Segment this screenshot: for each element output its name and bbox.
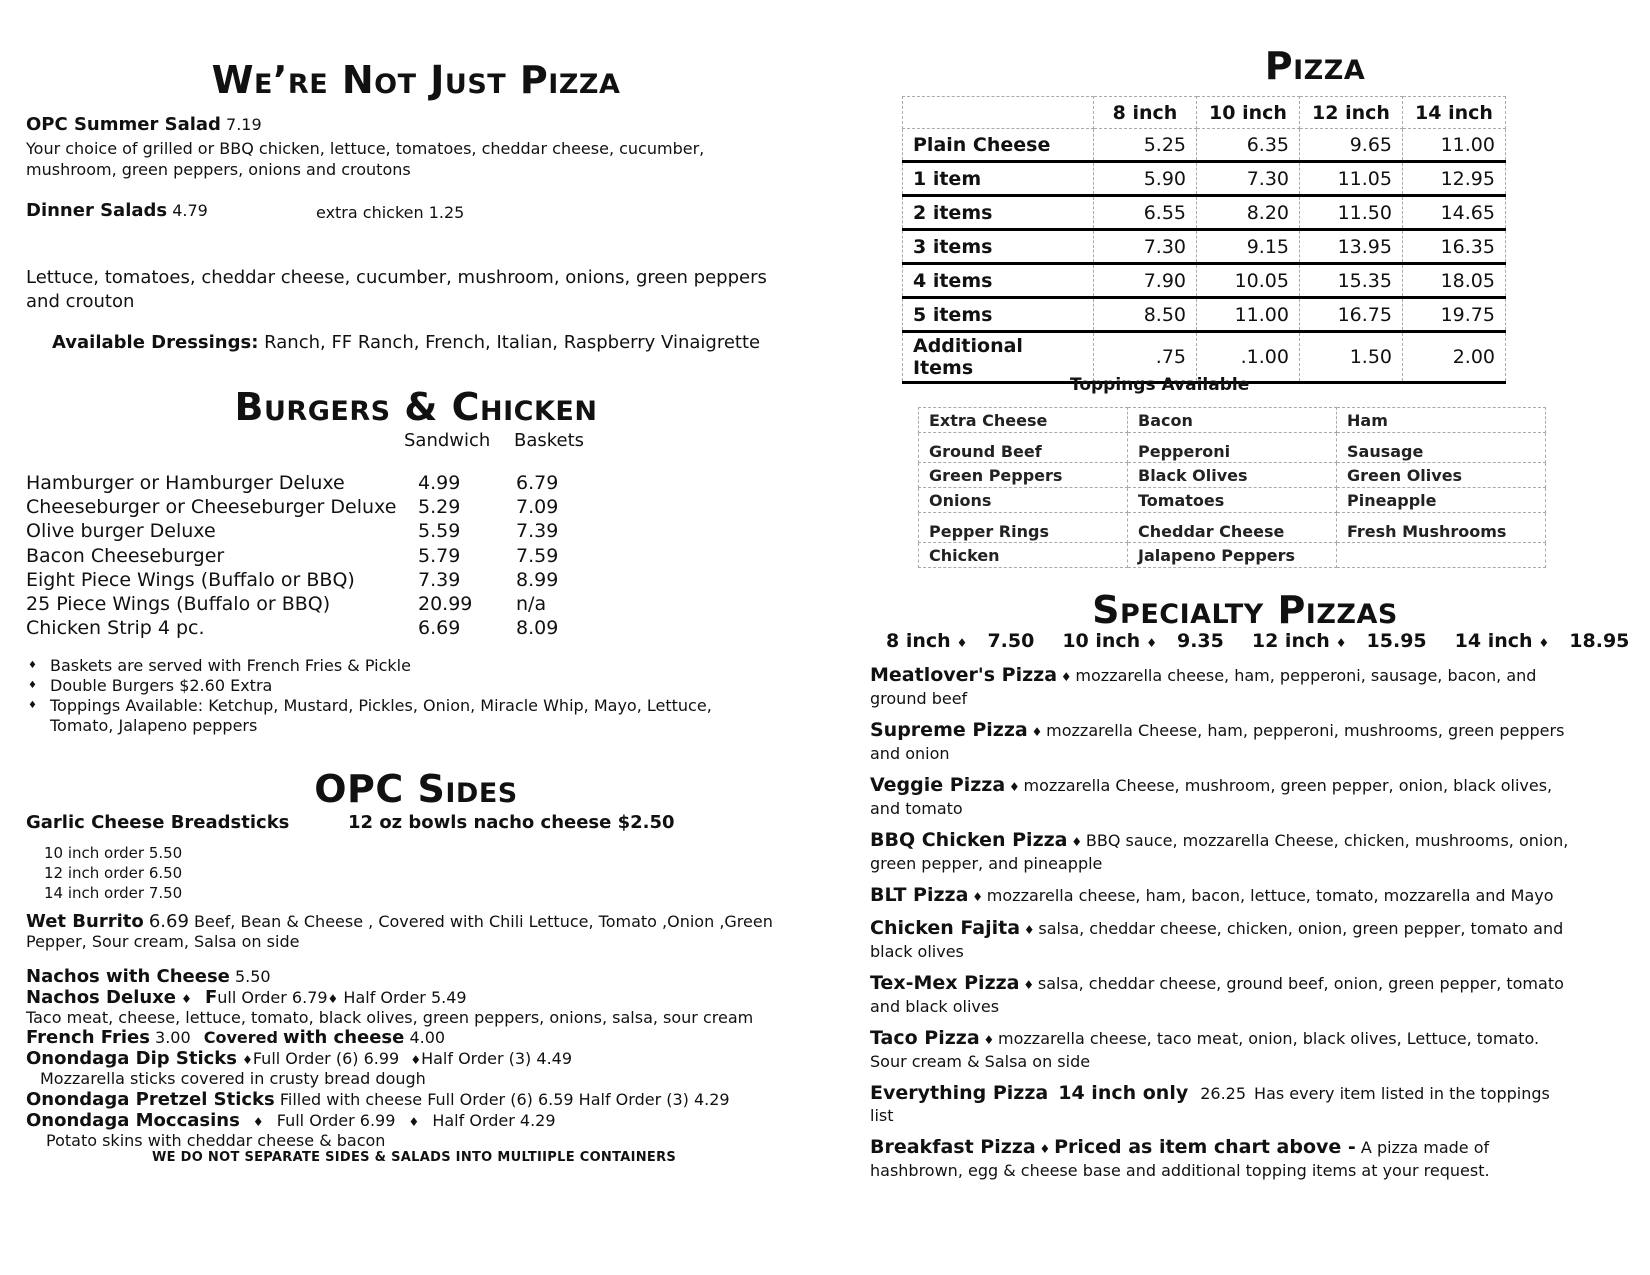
pizza-row-label: 2 items xyxy=(903,196,1094,230)
everything-name: Everything Pizza xyxy=(870,1082,1049,1104)
fries-with-cheese: with cheese xyxy=(283,1027,405,1048)
specialty-desc: mozzarella Cheese, mushroom, green pepper, onion, black olives, and tomato xyxy=(870,776,1553,818)
pizza-row xyxy=(903,196,1506,230)
specialty-item xyxy=(870,972,1570,1018)
pizza-price: 5.25 xyxy=(1094,129,1197,162)
diamond-icon: ♦ xyxy=(252,1115,264,1129)
toppings-title: Toppings Available xyxy=(1070,375,1250,395)
specialty-desc: BBQ sauce, mozzarella Cheese, chicken, mushrooms, onion, green pepper, and pineapple xyxy=(870,831,1569,873)
topping-cell: Fresh Mushrooms xyxy=(1337,513,1546,543)
pizza-size-header: 10 inch xyxy=(1197,97,1300,129)
summer-salad xyxy=(26,114,262,135)
pizza-price: 6.55 xyxy=(1094,196,1197,230)
wet-burrito-name: Wet Burrito xyxy=(26,911,144,932)
specialty-price-bar xyxy=(886,630,1650,652)
pizza-price: 9.65 xyxy=(1300,129,1403,162)
diamond-icon: ♦ xyxy=(242,1053,253,1067)
pizza-header-blank xyxy=(903,97,1094,129)
topping-cell: Green Peppers xyxy=(919,463,1128,488)
nachos-price: 5.50 xyxy=(234,967,271,986)
containers-note: WE DO NOT SEPARATE SIDES & SALADS INTO MULTIIPLE CONTAINERS xyxy=(152,1150,677,1165)
pizza-price: 7.90 xyxy=(1094,264,1197,298)
summer-salad-price: 7.19 xyxy=(226,115,262,134)
breakfast-pizza xyxy=(870,1136,1570,1182)
dip-sticks-half: Half Order (3) 4.49 xyxy=(421,1049,573,1068)
breakfast-priced: Priced as item chart above - xyxy=(1054,1136,1356,1158)
specialty-desc: mozzarella Cheese, ham, pepperoni, mushrooms, green peppers and onion xyxy=(870,721,1565,763)
topping-cell: Tomatoes xyxy=(1128,488,1337,513)
breakfast-name: Breakfast Pizza xyxy=(870,1136,1036,1158)
pizza-price-table xyxy=(902,96,1506,384)
pizza-price: 11.05 xyxy=(1300,162,1403,196)
pizza-row xyxy=(903,129,1506,162)
specialty-desc: mozzarella cheese, ham, pepperoni, sausage, bacon, and ground beef xyxy=(870,666,1537,708)
topping-cell: Jalapeno Peppers xyxy=(1128,543,1337,568)
diamond-icon: ♦ xyxy=(1027,725,1047,739)
everything-desc: Has every item listed in the toppings list xyxy=(870,1084,1550,1125)
topping-cell: Sausage xyxy=(1337,433,1546,463)
extra-chicken: extra chicken 1.25 xyxy=(316,203,465,222)
french-fries xyxy=(26,1027,445,1048)
topping-cell: Pepperoni xyxy=(1128,433,1337,463)
nachos-deluxe xyxy=(26,987,467,1008)
dinner-salads-name: Dinner Salads xyxy=(26,200,168,221)
pizza-price: 15.35 xyxy=(1300,264,1403,298)
pizza-header-row xyxy=(903,97,1506,129)
specialty-desc: salsa, cheddar cheese, chicken, onion, green pepper, tomato and black olives xyxy=(870,919,1564,961)
pizza-price: 16.35 xyxy=(1403,230,1506,264)
specialty-item xyxy=(870,884,1570,908)
diamond-icon: ♦ xyxy=(1019,978,1038,992)
breakfast-desc: A pizza made of hashbrown, egg & cheese base and additional topping items at your request. xyxy=(870,1138,1490,1180)
pizza-price: 5.90 xyxy=(1094,162,1197,196)
fries-price: 3.00 xyxy=(155,1028,191,1047)
nacho-cheese-bowl: 12 oz bowls nacho cheese $2.50 xyxy=(348,812,675,833)
topping-cell: Ground Beef xyxy=(919,433,1128,463)
pizza-row xyxy=(903,162,1506,196)
specialty-name: BLT Pizza xyxy=(870,884,969,906)
sandwich-price: 5.29 xyxy=(418,496,461,519)
specialty-price: 18.95 xyxy=(1569,630,1630,652)
pizza-price: 6.35 xyxy=(1197,129,1300,162)
topping-cell: Bacon xyxy=(1128,408,1337,433)
burger-notes xyxy=(26,656,746,736)
diamond-icon: ♦ xyxy=(1538,636,1550,650)
topping-cell xyxy=(1337,543,1546,568)
basket-price: 7.59 xyxy=(516,544,559,567)
nachos-name: Nachos with Cheese xyxy=(26,966,230,987)
burger-name: Chicken Strip 4 pc. xyxy=(26,617,205,640)
specialty-list xyxy=(870,664,1570,1182)
dressings-list: Ranch, FF Ranch, French, Italian, Raspberry Vinaigrette xyxy=(264,332,761,353)
dip-sticks-desc: Mozzarella sticks covered in crusty bread dough xyxy=(40,1069,426,1088)
nachos-deluxe-desc: Taco meat, cheese, lettuce, tomato, black olives, green peppers, onions, salsa, sour cream xyxy=(26,1008,754,1027)
everything-pizza xyxy=(870,1082,1570,1127)
burger-name: Bacon Cheeseburger xyxy=(26,544,225,567)
basket-price: 8.99 xyxy=(516,568,559,591)
nachos-deluxe-name: Nachos Deluxe xyxy=(26,987,176,1008)
diamond-icon: ♦ xyxy=(1005,780,1024,794)
basket-price: 7.39 xyxy=(516,520,559,543)
pretzel-desc: Filled with cheese Full Order (6) 6.59 Half Order (3) 4.29 xyxy=(279,1090,730,1109)
pizza-price: 8.20 xyxy=(1197,196,1300,230)
diamond-icon: ♦ xyxy=(968,890,987,904)
diamond-icon: ♦ xyxy=(327,992,339,1006)
dressings xyxy=(52,332,760,353)
basket-price: n/a xyxy=(516,593,547,615)
pizza-title: Pizza xyxy=(1264,44,1366,88)
specialty-size: 8 inch xyxy=(886,630,951,652)
pizza-row-label: Additional Items xyxy=(903,332,1094,383)
toppings-row xyxy=(919,543,1546,568)
pizza-price: 18.05 xyxy=(1403,264,1506,298)
toppings-row xyxy=(919,433,1546,463)
pizza-size-header: 8 inch xyxy=(1094,97,1197,129)
pizza-price: 9.15 xyxy=(1197,230,1300,264)
specialty-desc: mozzarella cheese, taco meat, onion, black olives, Lettuce, tomato. Sour cream & Salsa on side xyxy=(870,1029,1540,1071)
burger-note: ♦ Toppings Available: Ketchup, Mustard, Pickles, Onion, Miracle Whip, Mayo, Lettuce, Tomato, Jalapeno peppers xyxy=(26,696,746,736)
topping-cell: Green Olives xyxy=(1337,463,1546,488)
topping-cell: Chicken xyxy=(919,543,1128,568)
breadstick-size-12: 12 inch order 6.50 xyxy=(44,864,183,882)
pizza-price: 1.50 xyxy=(1300,332,1403,383)
specialty-name: Chicken Fajita xyxy=(870,917,1021,939)
specialty-name: Veggie Pizza xyxy=(870,774,1006,796)
fries-cheese-price: 4.00 xyxy=(409,1028,446,1047)
pizza-price: 13.95 xyxy=(1300,230,1403,264)
specialty-name: Taco Pizza xyxy=(870,1027,980,1049)
pizza-row xyxy=(903,298,1506,332)
topping-cell: Ham xyxy=(1337,408,1546,433)
specialty-item xyxy=(870,1027,1570,1073)
sandwich-price: 5.79 xyxy=(418,544,461,567)
specialty-size: 10 inch xyxy=(1062,630,1141,652)
dinner-salads-desc: Lettuce, tomatoes, cheddar cheese, cucumber, mushroom, onions, green peppers and crouton xyxy=(26,267,767,312)
wet-burrito-price: 6.69 xyxy=(148,911,189,932)
specialty-name: Tex-Mex Pizza xyxy=(870,972,1020,994)
diamond-icon: ♦ xyxy=(408,1115,420,1129)
pizza-price: 12.95 xyxy=(1403,162,1506,196)
sandwich-price: 7.39 xyxy=(418,568,461,591)
toppings-row xyxy=(919,408,1546,433)
specialty-item xyxy=(870,774,1570,820)
nachos-deluxe-full: ull Order 6.79 xyxy=(217,988,328,1007)
diamond-icon: ♦ xyxy=(1146,636,1157,650)
wet-burrito-desc: Beef, Bean & Cheese , Covered with Chili Lettuce, Tomato ,Onion ,Green Pepper, Sour cream, Salsa on side xyxy=(26,912,773,951)
specialty-price: 7.50 xyxy=(987,630,1035,652)
burger-name: Cheeseburger or Cheeseburger Deluxe xyxy=(26,496,397,519)
pizza-row xyxy=(903,264,1506,298)
pizza-price: .75 xyxy=(1094,332,1197,383)
pizza-row-label: Plain Cheese xyxy=(903,129,1094,162)
diamond-icon: ♦ xyxy=(1057,670,1076,684)
moccasins-full: Full Order 6.99 xyxy=(276,1111,396,1130)
burger-name: 25 Piece Wings (Buffalo or BBQ) xyxy=(26,593,331,615)
burgers-table xyxy=(26,472,726,652)
pretzel-name: Onondaga Pretzel Sticks xyxy=(26,1089,275,1110)
burger-name: Olive burger Deluxe xyxy=(26,520,216,543)
nachos-deluxe-full-initial: F xyxy=(204,987,218,1008)
sandwich-price: 4.99 xyxy=(418,472,461,494)
dressings-label: Available Dressings: xyxy=(52,332,259,353)
specialty-title: Specialty Pizzas xyxy=(1092,588,1398,632)
diamond-icon: ♦ xyxy=(1035,1142,1055,1156)
everything-price: 26.25 xyxy=(1200,1084,1247,1103)
burger-name: Eight Piece Wings (Buffalo or BBQ) xyxy=(26,568,355,591)
specialty-size-price xyxy=(1252,630,1427,652)
specialty-size-price xyxy=(1062,630,1224,652)
burger-note: ♦ Baskets are served with French Fries & Pickle xyxy=(26,656,746,676)
wet-burrito xyxy=(26,912,796,952)
specialty-name: Meatlover's Pizza xyxy=(870,664,1058,686)
pizza-price: 16.75 xyxy=(1300,298,1403,332)
topping-cell: Extra Cheese xyxy=(919,408,1128,433)
breadstick-size-14: 14 inch order 7.50 xyxy=(44,884,183,902)
sandwich-price: 6.69 xyxy=(418,617,461,640)
pizza-price: 11.00 xyxy=(1403,129,1506,162)
topping-cell: Cheddar Cheese xyxy=(1128,513,1337,543)
pizza-row-label: 1 item xyxy=(903,162,1094,196)
summer-salad-name: OPC Summer Salad xyxy=(26,114,221,135)
moccasins-half: Half Order 4.29 xyxy=(432,1111,556,1130)
pizza-price: 8.50 xyxy=(1094,298,1197,332)
pizza-row-label: 3 items xyxy=(903,230,1094,264)
nachos-deluxe-half: Half Order 5.49 xyxy=(343,988,467,1007)
topping-cell: Black Olives xyxy=(1128,463,1337,488)
specialty-size-price xyxy=(1455,630,1630,652)
specialty-price: 9.35 xyxy=(1176,630,1224,652)
dinner-salads-price: 4.79 xyxy=(172,201,208,220)
burger-note: ♦ Double Burgers $2.60 Extra xyxy=(26,676,746,696)
nachos xyxy=(26,966,271,987)
toppings-row xyxy=(919,488,1546,513)
diamond-icon: ♦ xyxy=(1020,923,1039,937)
diamond-icon: ♦ xyxy=(1067,835,1086,849)
moccasins-name: Onondaga Moccasins xyxy=(26,1110,240,1131)
specialty-size: 14 inch xyxy=(1454,630,1533,652)
basket-price: 8.09 xyxy=(516,617,559,640)
dip-sticks-name: Onondaga Dip Sticks xyxy=(26,1048,237,1069)
specialty-desc: salsa, cheddar cheese, ground beef, onion, green pepper, tomato and black olives xyxy=(870,974,1564,1016)
specialty-size: 12 inch xyxy=(1251,630,1330,652)
burger-name: Hamburger or Hamburger Deluxe xyxy=(26,472,345,494)
summer-salad-desc: Your choice of grilled or BBQ chicken, lettuce, tomatoes, cheddar cheese, cucumber, mushroom, green peppers, onions and croutons xyxy=(26,139,705,179)
diamond-icon: ♦ xyxy=(410,1053,422,1067)
diamond-icon: ♦ xyxy=(1335,636,1347,650)
topping-cell: Onions xyxy=(919,488,1128,513)
page-title: We’re Not Just Pizza xyxy=(211,58,621,102)
specialty-size-price xyxy=(886,630,1034,652)
specialty-item xyxy=(870,829,1570,875)
pizza-row-label: 5 items xyxy=(903,298,1094,332)
moccasins xyxy=(26,1110,556,1131)
dip-sticks xyxy=(26,1048,572,1069)
pizza-row-label: 4 items xyxy=(903,264,1094,298)
pizza-size-header: 14 inch xyxy=(1403,97,1506,129)
toppings-row xyxy=(919,513,1546,543)
fries-name: French Fries xyxy=(26,1027,150,1048)
diamond-icon: ♦ xyxy=(956,636,968,650)
pizza-price: 14.65 xyxy=(1403,196,1506,230)
specialty-price: 15.95 xyxy=(1366,630,1427,652)
sandwich-price: 20.99 xyxy=(418,593,473,615)
diamond-icon: ♦ xyxy=(979,1033,999,1047)
pizza-row xyxy=(903,230,1506,264)
pizza-price: 19.75 xyxy=(1403,298,1506,332)
basket-price: 6.79 xyxy=(516,472,559,494)
specialty-name: Supreme Pizza xyxy=(870,719,1028,741)
pizza-price: 7.30 xyxy=(1197,162,1300,196)
toppings-row xyxy=(919,463,1546,488)
toppings-table xyxy=(918,407,1546,568)
specialty-name: BBQ Chicken Pizza xyxy=(870,829,1068,851)
specialty-item xyxy=(870,917,1570,963)
topping-cell: Pineapple xyxy=(1337,488,1546,513)
dip-sticks-full: Full Order (6) 6.99 xyxy=(252,1049,400,1068)
sandwich-price: 5.59 xyxy=(418,520,461,543)
sides-title: OPC Sides xyxy=(314,767,518,811)
breadsticks-name: Garlic Cheese Breadsticks xyxy=(26,812,290,833)
baskets-header: Baskets xyxy=(514,430,585,451)
pizza-price: 11.50 xyxy=(1300,196,1403,230)
pizza-price: .1.00 xyxy=(1197,332,1300,383)
pretzel-sticks xyxy=(26,1089,730,1110)
breadstick-size-10: 10 inch order 5.50 xyxy=(44,844,183,862)
fries-covered: Covered xyxy=(203,1028,278,1047)
everything-only: 14 inch only xyxy=(1058,1082,1189,1104)
diamond-icon: ♦ xyxy=(181,992,192,1006)
pizza-price: 2.00 xyxy=(1403,332,1506,383)
pizza-price: 11.00 xyxy=(1197,298,1300,332)
basket-price: 7.09 xyxy=(516,496,559,519)
dinner-salads xyxy=(26,200,208,221)
pizza-price: 7.30 xyxy=(1094,230,1197,264)
specialty-item xyxy=(870,664,1570,710)
burgers-title: Burgers & Chicken xyxy=(234,385,598,429)
pizza-price: 10.05 xyxy=(1197,264,1300,298)
specialty-item xyxy=(870,719,1570,765)
sandwich-header: Sandwich xyxy=(404,430,491,451)
specialty-desc: mozzarella cheese, ham, bacon, lettuce, tomato, mozzarella and Mayo xyxy=(986,886,1554,905)
pizza-size-header: 12 inch xyxy=(1300,97,1403,129)
moccasins-desc: Potato skins with cheddar cheese & bacon xyxy=(46,1131,386,1150)
topping-cell: Pepper Rings xyxy=(919,513,1128,543)
